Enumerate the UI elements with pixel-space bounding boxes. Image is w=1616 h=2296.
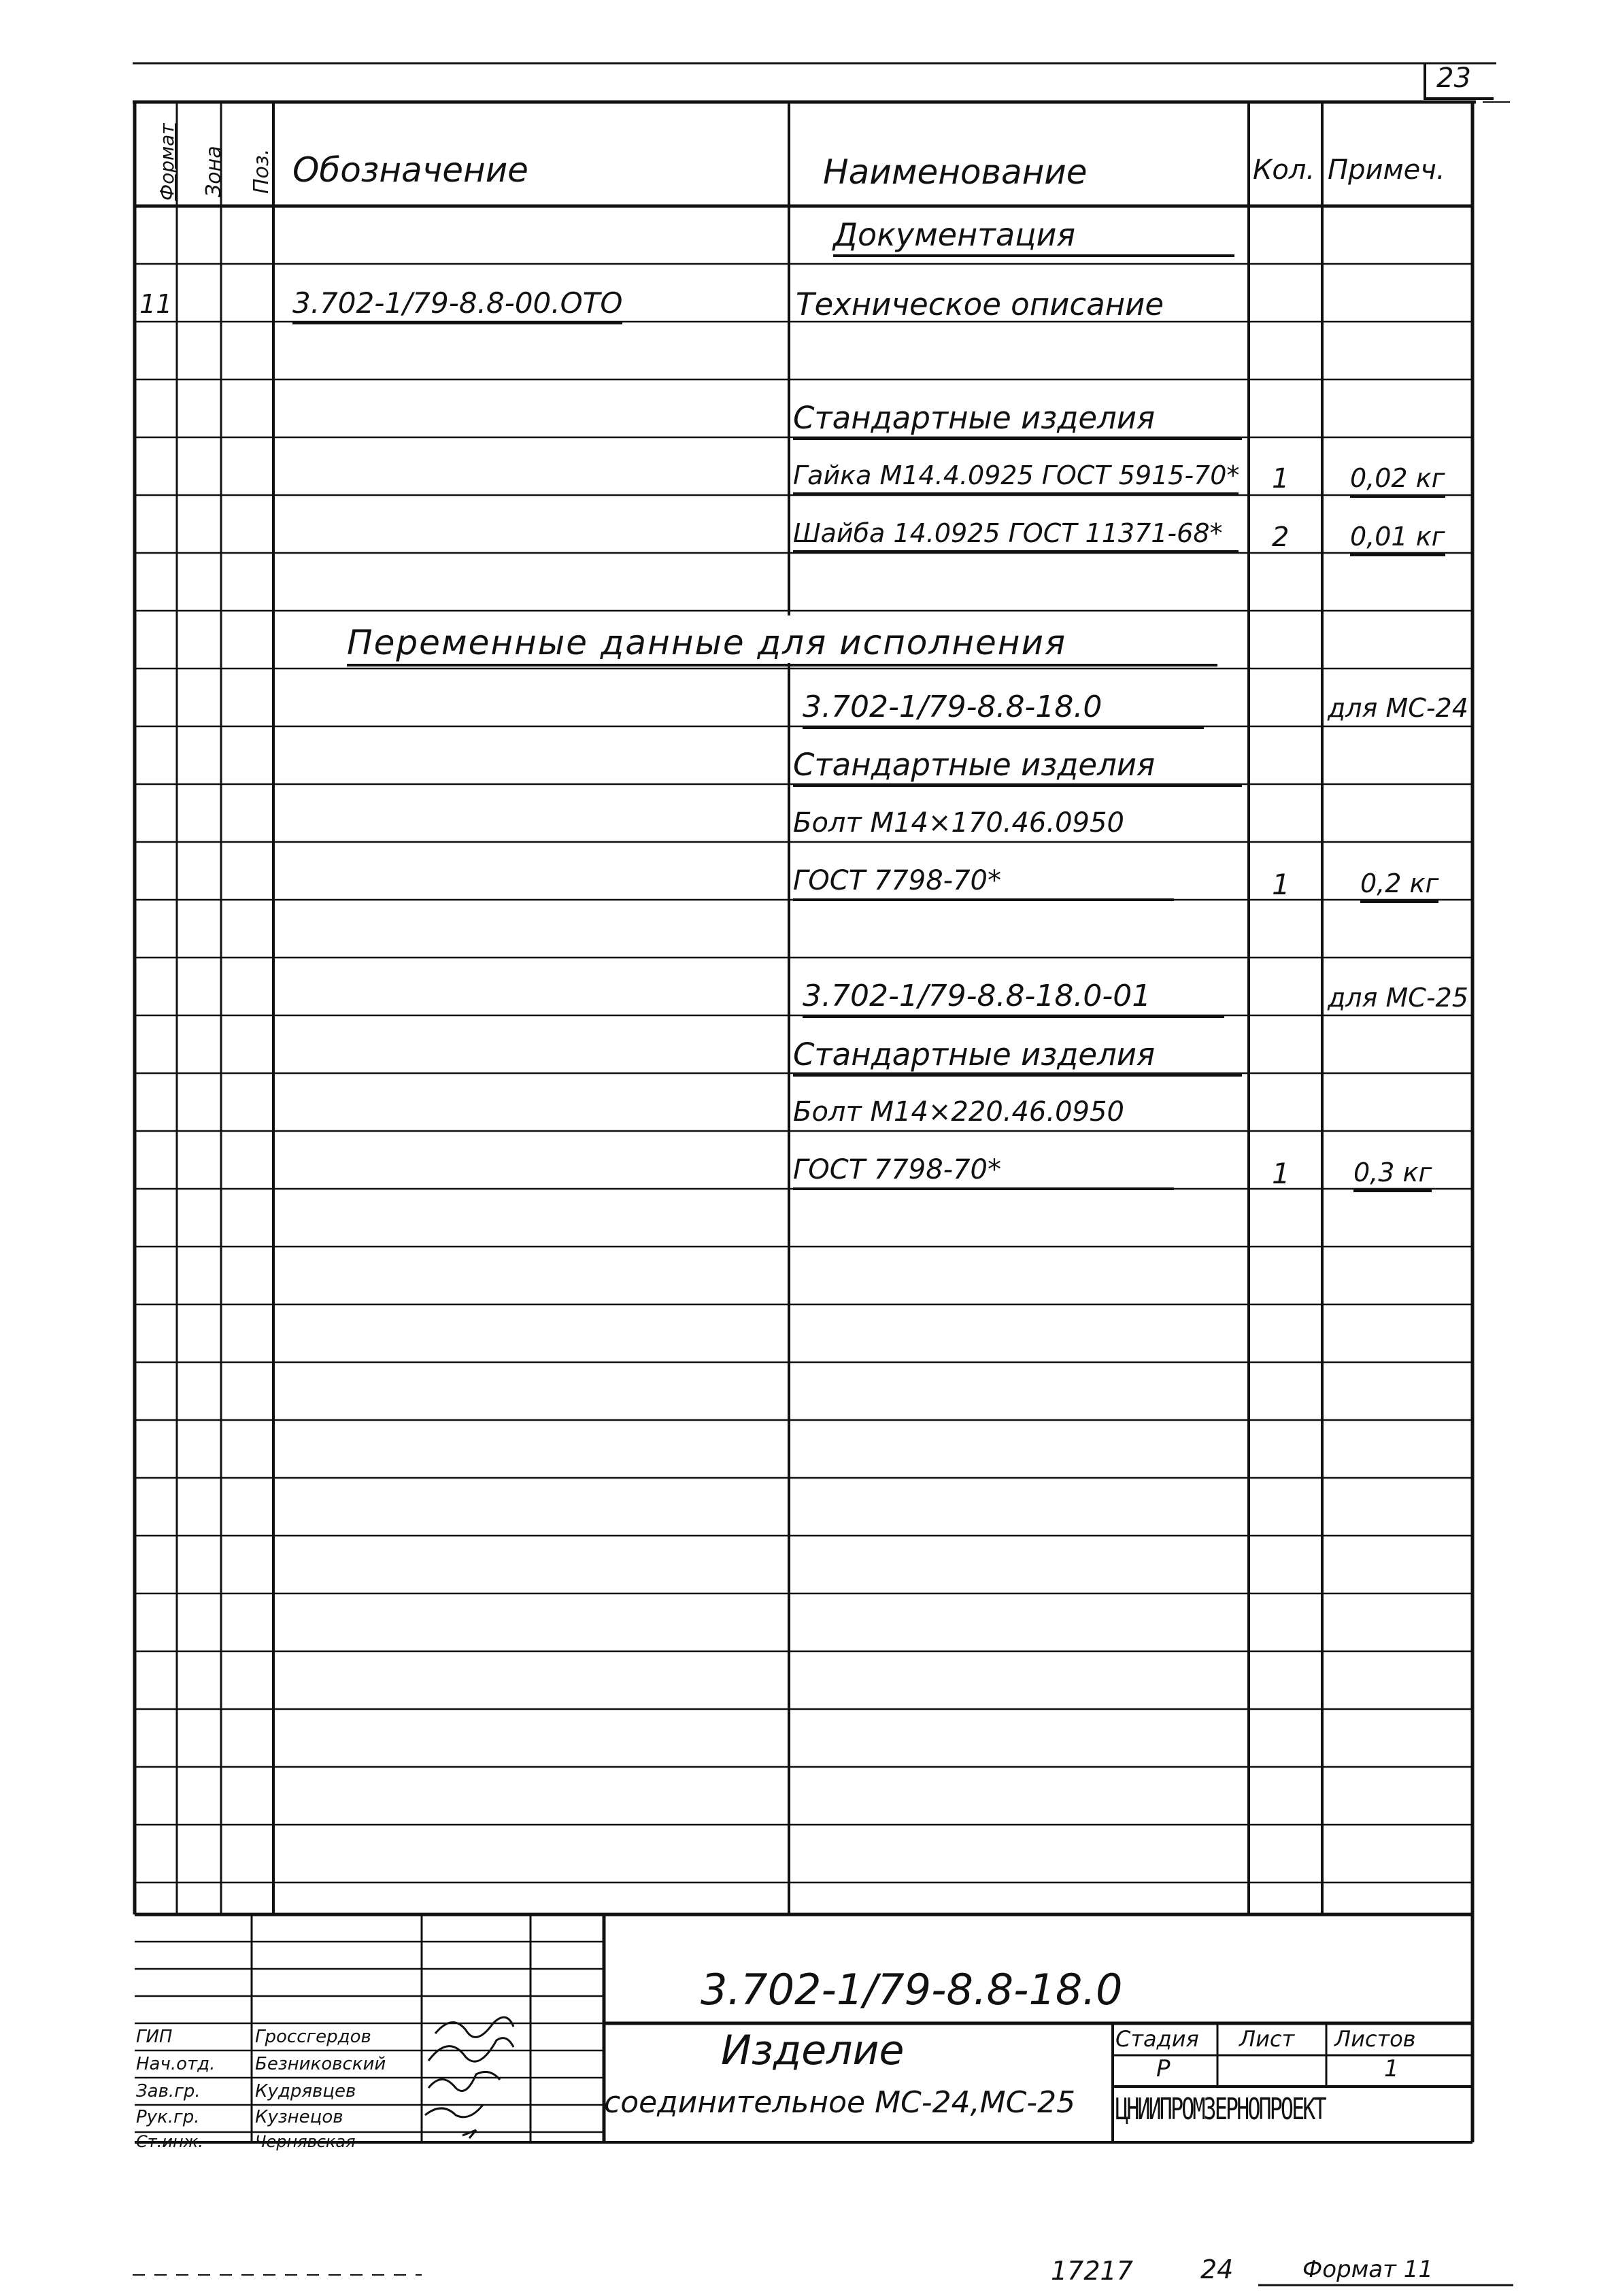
sig-role-4: Рук.гр.: [136, 2107, 200, 2127]
sig-role-2: Нач.отд.: [136, 2054, 216, 2074]
row-nut-qty: 1: [1272, 463, 1290, 494]
row-washer-note: 0,01 кг: [1350, 524, 1445, 556]
row-tech-desc-format: 11: [139, 289, 173, 319]
row-tech-desc-designation: 3.702-1/79-8.8-00.ОТО: [292, 289, 622, 324]
footer-inventory: 17217: [1051, 2256, 1133, 2286]
row-tech-desc-name: Техническое описание: [796, 286, 1164, 322]
row-bolt-2-qty: 1: [1272, 1157, 1290, 1190]
row-bolt-1-qty: 1: [1272, 868, 1290, 901]
row-nut-name: Гайка М14.4.0925 ГОСТ 5915-70*: [793, 462, 1239, 495]
header-name: Наименование: [823, 152, 1088, 192]
title-doc-code: 3.702-1/79-8.8-18.0: [701, 1965, 1123, 2014]
row-variant-1-code: 3.702-1/79-8.8-18.0: [803, 692, 1204, 729]
row-standard-items-1: Стандартные изделия: [793, 403, 1242, 440]
sheet-number: 23: [1436, 63, 1471, 94]
title-name-line2: соединительное МС-24,МС-25: [604, 2088, 1076, 2118]
sheet-label: Лист: [1239, 2026, 1295, 2052]
row-standard-items-3: Стандартные изделия: [793, 1039, 1242, 1077]
header-note: Примеч.: [1328, 154, 1445, 186]
header-zone: Зона: [202, 146, 226, 197]
footer-format: Формат 11: [1302, 2256, 1434, 2283]
sig-name-5: Чернявская: [255, 2132, 356, 2151]
row-documentation-name: Документация: [833, 219, 1234, 257]
organization-name: ЦНИИПРОМЗЕРНОПРОЕКТ: [1115, 2092, 1325, 2127]
row-washer-qty: 2: [1272, 522, 1290, 553]
header-designation: Обозначение: [292, 150, 528, 190]
footer-page: 24: [1200, 2255, 1234, 2284]
sig-name-1: Гроссгердов: [255, 2027, 371, 2047]
sheets-label: Листов: [1334, 2026, 1416, 2052]
header-qty: Кол.: [1253, 154, 1315, 186]
stage-label: Стадия: [1115, 2026, 1199, 2052]
header-pos: Поз.: [250, 148, 273, 194]
sig-role-3: Зав.гр.: [136, 2081, 201, 2101]
row-bolt-2-note: 0,3 кг: [1353, 1160, 1432, 1192]
row-variant-2-note: для МС-25: [1328, 983, 1468, 1013]
row-bolt-1-name: Болт М14×170.46.0950: [793, 807, 1124, 839]
stage-value: Р: [1156, 2055, 1171, 2082]
title-name-line1: Изделие: [721, 2027, 905, 2074]
row-bolt-2-gost: ГОСТ 7798-70*: [793, 1156, 1174, 1190]
sheets-value: 1: [1384, 2055, 1399, 2082]
header-format: Формат: [156, 123, 178, 201]
row-variable-data-heading: Переменные данные для исполнения: [347, 626, 1217, 666]
row-variant-2-code: 3.702-1/79-8.8-18.0-01: [803, 981, 1224, 1018]
row-standard-items-2: Стандартные изделия: [793, 749, 1242, 787]
sig-role-1: ГИП: [136, 2027, 173, 2047]
sig-role-5: Ст.инж.: [136, 2132, 203, 2151]
row-nut-note: 0,02 кг: [1350, 465, 1445, 498]
row-bolt-2-name: Болт М14×220.46.0950: [793, 1096, 1124, 1128]
row-bolt-1-gost: ГОСТ 7798-70*: [793, 867, 1174, 901]
row-bolt-1-note: 0,2 кг: [1360, 871, 1438, 903]
row-variant-1-note: для МС-24: [1328, 693, 1468, 723]
sig-name-4: Кузнецов: [255, 2107, 343, 2127]
sig-name-3: Кудрявцев: [255, 2081, 356, 2101]
sig-name-2: Безниковский: [255, 2054, 386, 2074]
row-washer-name: Шайба 14.0925 ГОСТ 11371-68*: [793, 520, 1239, 553]
